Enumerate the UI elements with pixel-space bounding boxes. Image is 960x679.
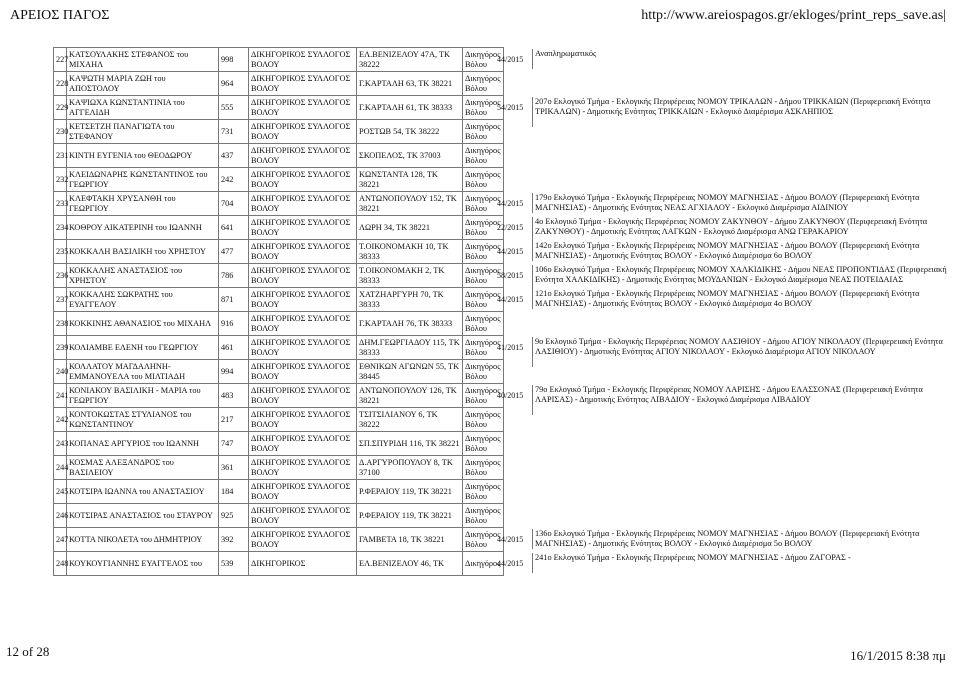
decision-date: 44/2015 xyxy=(497,559,524,568)
lawyer-name: ΚΟΚΚΑΛΗΣ ΣΩΚΡΑΤΗΣ του ΕΥΑΓΓΕΛΟΥ xyxy=(67,288,219,312)
address: ΓΑΜΒΕΤΑ 18, ΤΚ 38221 xyxy=(357,528,463,552)
decision-date: 44/2015 xyxy=(497,535,524,544)
table-row xyxy=(54,192,504,216)
profession: Δικηγόρος Βόλου xyxy=(463,504,504,528)
lawyer-name: ΚΟΥΚΟΥΓΙΑΝΝΗΣ ΕΥΑΓΓΕΛΟΣ του xyxy=(67,552,219,576)
registry-number: 994 xyxy=(219,360,249,384)
row-number: 241 xyxy=(54,384,67,408)
bar-association: ΔΙΚΗΓΟΡΙΚΟΣ ΣΥΛΛΟΓΟΣ ΒΟΛΟΥ xyxy=(249,480,357,504)
table-row xyxy=(54,528,504,552)
table-row xyxy=(54,48,504,72)
table-row xyxy=(54,168,504,192)
registry-number: 704 xyxy=(219,192,249,216)
polling-section-assignment: 241ο Εκλογικό Τμήμα - Εκλογικής Περιφέρειας ΝΟΜΟΥ ΜΑΓΝΗΣΙΑΣ - Δήμου ΖΑΓΟΡΑΣ - xyxy=(532,553,947,573)
decision-date: 41/2015 xyxy=(497,343,524,352)
profession: Δικηγόρος Βόλου xyxy=(463,312,504,336)
row-number: 248 xyxy=(54,552,67,576)
profession: Δικηγόρος Βόλου xyxy=(463,288,504,312)
row-number: 234 xyxy=(54,216,67,240)
address: ΑΝΤΩΝΟΠΟΥΛΟΥ 126, ΤΚ 38221 xyxy=(357,384,463,408)
registry-number: 483 xyxy=(219,384,249,408)
address: ΚΩΝΣΤΑΝΤΑ 128, ΤΚ 38221 xyxy=(357,168,463,192)
registry-number: 641 xyxy=(219,216,249,240)
bar-association: ΔΙΚΗΓΟΡΙΚΟΣ xyxy=(249,552,357,576)
address: Τ.ΟΙΚΟΝΟΜΑΚΗ 10, ΤΚ 38333 xyxy=(357,240,463,264)
profession: Δικηγόρος Βόλου xyxy=(463,360,504,384)
bar-association: ΔΙΚΗΓΟΡΙΚΟΣ ΣΥΛΛΟΓΟΣ ΒΟΛΟΥ xyxy=(249,432,357,456)
table-row xyxy=(54,336,504,360)
row-number: 243 xyxy=(54,432,67,456)
row-number: 231 xyxy=(54,144,67,168)
row-number: 233 xyxy=(54,192,67,216)
profession: Δικηγόρος xyxy=(463,552,504,576)
address: Δ.ΑΡΓΥΡΟΠΟΥΛΟΥ 8, ΤΚ 37100 xyxy=(357,456,463,480)
profession: Δικηγόρος Βόλου xyxy=(463,168,504,192)
profession: Δικηγόρος Βόλου xyxy=(463,336,504,360)
row-number: 242 xyxy=(54,408,67,432)
registry-number: 217 xyxy=(219,408,249,432)
table-row xyxy=(54,432,504,456)
bar-association: ΔΙΚΗΓΟΡΙΚΟΣ ΣΥΛΛΟΓΟΣ ΒΟΛΟΥ xyxy=(249,216,357,240)
profession: Δικηγόρος Βόλου xyxy=(463,264,504,288)
table-row xyxy=(54,96,504,120)
table-row xyxy=(54,408,504,432)
registry-table xyxy=(53,47,504,576)
lawyer-name: ΚΟΠΑΝΑΣ ΑΡΓΥΡΙΟΣ του ΙΩΑΝΝΗ xyxy=(67,432,219,456)
profession: Δικηγόρος Βόλου xyxy=(463,216,504,240)
polling-section-assignment: 106ο Εκλογικό Τμήμα - Εκλογικής Περιφέρειας ΝΟΜΟΥ ΧΑΛΚΙΔΙΚΗΣ - Δήμου ΝΕΑΣ ΠΡΟΠΟΝΤΙΔΑΣ (Περιφερειακή Ενότητα ΧΑΛΚΙΔΙΚΗΣ) - Δημοτικής Ενότητας ΜΟΥΔΑΝΙΩΝ - Εκλογικό Διαμέρισμα ΝΕΑΣ ΠΟΤΕΙΔΑΙΑΣ xyxy=(532,265,947,295)
registry-number: 871 xyxy=(219,288,249,312)
bar-association: ΔΙΚΗΓΟΡΙΚΟΣ ΣΥΛΛΟΓΟΣ ΒΟΛΟΥ xyxy=(249,48,357,72)
profession: Δικηγόρος Βόλου xyxy=(463,192,504,216)
table-row xyxy=(54,120,504,144)
address: Γ.ΚΑΡΤΑΛΗ 61, ΤΚ 38333 xyxy=(357,96,463,120)
registry-number: 477 xyxy=(219,240,249,264)
address: ΑΝΤΩΝΟΠΟΥΛΟΥ 152, ΤΚ 38221 xyxy=(357,192,463,216)
row-number: 229 xyxy=(54,96,67,120)
lawyer-name: ΚΛΕΙΔΩΝΑΡΗΣ ΚΩΝΣΤΑΝΤΙΝΟΣ του ΓΕΩΡΓΙΟΥ xyxy=(67,168,219,192)
polling-section-assignment: 142ο Εκλογικό Τμήμα - Εκλογικής Περιφέρειας ΝΟΜΟΥ ΜΑΓΝΗΣΙΑΣ - Δήμου ΒΟΛΟΥ (Περιφερειακή Ενότητα ΜΑΓΝΗΣΙΑΣ) - Δημοτικής Ενότητας ΒΟΛΟΥ - Εκλογικό Διαμέρισμα 6ο ΒΟΛΟΥ xyxy=(532,241,947,261)
lawyer-name: ΚΕΤΣΕΤΖΗ ΠΑΝΑΓΙΩΤΑ του ΣΤΕΦΑΝΟΥ xyxy=(67,120,219,144)
address: ΡΟΣΤΩΒ 54, ΤΚ 38222 xyxy=(357,120,463,144)
table-row xyxy=(54,240,504,264)
bar-association: ΔΙΚΗΓΟΡΙΚΟΣ ΣΥΛΛΟΓΟΣ ΒΟΛΟΥ xyxy=(249,120,357,144)
row-number: 236 xyxy=(54,264,67,288)
print-datetime: 16/1/2015 8:38 πμ xyxy=(850,648,946,663)
registry-number: 437 xyxy=(219,144,249,168)
address: ΧΑΤΖΗΑΡΓΥΡΗ 70, ΤΚ 38333 xyxy=(357,288,463,312)
address: ΣΠ.ΣΠΥΡΙΔΗ 116, ΤΚ 38221 xyxy=(357,432,463,456)
row-number: 228 xyxy=(54,72,67,96)
bar-association: ΔΙΚΗΓΟΡΙΚΟΣ ΣΥΛΛΟΓΟΣ ΒΟΛΟΥ xyxy=(249,96,357,120)
table-row xyxy=(54,144,504,168)
bar-association: ΔΙΚΗΓΟΡΙΚΟΣ ΣΥΛΛΟΓΟΣ ΒΟΛΟΥ xyxy=(249,264,357,288)
bar-association: ΔΙΚΗΓΟΡΙΚΟΣ ΣΥΛΛΟΓΟΣ ΒΟΛΟΥ xyxy=(249,384,357,408)
row-number: 244 xyxy=(54,456,67,480)
bar-association: ΔΙΚΗΓΟΡΙΚΟΣ ΣΥΛΛΟΓΟΣ ΒΟΛΟΥ xyxy=(249,528,357,552)
lawyer-name: ΚΟΤΣΙΡΑ ΙΩΑΝΝΑ του ΑΝΑΣΤΑΣΙΟΥ xyxy=(67,480,219,504)
decision-date: 44/2015 xyxy=(497,199,524,208)
lawyer-name: ΚΟΛΙΑΜΒΕ ΕΛΕΝΗ του ΓΕΩΡΓΙΟΥ xyxy=(67,336,219,360)
profession: Δικηγόρος Βόλου xyxy=(463,480,504,504)
profession: Δικηγόρος Βόλου xyxy=(463,240,504,264)
lawyer-name: ΚΟΚΚΑΛΗΣ ΑΝΑΣΤΑΣΙΟΣ του ΧΡΗΣΤΟΥ xyxy=(67,264,219,288)
bar-association: ΔΙΚΗΓΟΡΙΚΟΣ ΣΥΛΛΟΓΟΣ ΒΟΛΟΥ xyxy=(249,144,357,168)
table-row xyxy=(54,216,504,240)
polling-section-assignment: Αναπληρωματικός xyxy=(532,49,947,69)
profession: Δικηγόρος Βόλου xyxy=(463,432,504,456)
polling-section-assignment: 121ο Εκλογικό Τμήμα - Εκλογικής Περιφέρειας ΝΟΜΟΥ ΜΑΓΝΗΣΙΑΣ - Δήμου ΒΟΛΟΥ (Περιφερειακή Ενότητα ΜΑΓΝΗΣΙΑΣ) - Δημοτικής Ενότητας ΒΟΛΟΥ - Εκλογικό Διαμέρισμα 4ο ΒΟΛΟΥ xyxy=(532,289,947,309)
address: Ρ.ΦΕΡΑΙΟΥ 119, ΤΚ 38221 xyxy=(357,504,463,528)
registry-number: 392 xyxy=(219,528,249,552)
lawyer-name: ΚΟΘΡΟΥ ΑΙΚΑΤΕΡΙΝΗ του ΙΩΑΝΝΗ xyxy=(67,216,219,240)
address: ΕΛ.ΒΕΝΙΖΕΛΟΥ 46, ΤΚ xyxy=(357,552,463,576)
bar-association: ΔΙΚΗΓΟΡΙΚΟΣ ΣΥΛΛΟΓΟΣ ΒΟΛΟΥ xyxy=(249,288,357,312)
address: Γ.ΚΑΡΤΑΛΗ 63, ΤΚ 38221 xyxy=(357,72,463,96)
row-number: 237 xyxy=(54,288,67,312)
row-number: 240 xyxy=(54,360,67,384)
row-number: 245 xyxy=(54,480,67,504)
bar-association: ΔΙΚΗΓΟΡΙΚΟΣ ΣΥΛΛΟΓΟΣ ΒΟΛΟΥ xyxy=(249,408,357,432)
registry-number: 925 xyxy=(219,504,249,528)
polling-section-assignment: 179ο Εκλογικό Τμήμα - Εκλογικής Περιφέρειας ΝΟΜΟΥ ΜΑΓΝΗΣΙΑΣ - Δήμου ΒΟΛΟΥ (Περιφερειακή Ενότητα ΜΑΓΝΗΣΙΑΣ) - Δημοτικής Ενότητας ΝΕΑΣ ΑΓΧΙΑΛΟΥ - Εκλογικό Διαμέρισμα ΑΙΔΙΝΙΟΥ xyxy=(532,193,947,213)
table-row xyxy=(54,288,504,312)
lawyer-name: ΚΟΝΙΑΚΟΥ ΒΑΣΙΛΙΚΗ - ΜΑΡΙΑ του ΓΕΩΡΓΙΟΥ xyxy=(67,384,219,408)
table-row xyxy=(54,264,504,288)
table-row xyxy=(54,384,504,408)
page-header-url: http://www.areiospagos.gr/ekloges/print_reps_save.as| xyxy=(641,8,946,23)
address: ΕΛ.ΒΕΝΙΖΕΛΟΥ 47Α, ΤΚ 38222 xyxy=(357,48,463,72)
decision-date: 44/2015 xyxy=(497,247,524,256)
bar-association: ΔΙΚΗΓΟΡΙΚΟΣ ΣΥΛΛΟΓΟΣ ΒΟΛΟΥ xyxy=(249,336,357,360)
row-number: 227 xyxy=(54,48,67,72)
registry-number: 964 xyxy=(219,72,249,96)
profession: Δικηγόρος Βόλου xyxy=(463,48,504,72)
table-row xyxy=(54,456,504,480)
decision-date: 22/2015 xyxy=(497,223,524,232)
table-row xyxy=(54,552,504,576)
bar-association: ΔΙΚΗΓΟΡΙΚΟΣ ΣΥΛΛΟΓΟΣ ΒΟΛΟΥ xyxy=(249,456,357,480)
table-row xyxy=(54,480,504,504)
registry-number: 361 xyxy=(219,456,249,480)
lawyer-name: ΚΟΝΤΟΚΩΣΤΑΣ ΣΤΥΛΙΑΝΟΣ του ΚΩΝΣΤΑΝΤΙΝΟΥ xyxy=(67,408,219,432)
address: Γ.ΚΑΡΤΑΛΗ 76, ΤΚ 38333 xyxy=(357,312,463,336)
page-counter: 12 of 28 xyxy=(6,644,50,659)
lawyer-name: ΚΟΤΣΙΡΑΣ ΑΝΑΣΤΑΣΙΟΣ του ΣΤΑΥΡΟΥ xyxy=(67,504,219,528)
profession: Δικηγόρος Βόλου xyxy=(463,528,504,552)
lawyer-name: ΚΑΨΙΩΧΑ ΚΩΝΣΤΑΝΤΙΝΙΑ του ΑΓΓΕΛΙΔΗ xyxy=(67,96,219,120)
bar-association: ΔΙΚΗΓΟΡΙΚΟΣ ΣΥΛΛΟΓΟΣ ΒΟΛΟΥ xyxy=(249,168,357,192)
table-row xyxy=(54,504,504,528)
row-number: 232 xyxy=(54,168,67,192)
registry-number: 539 xyxy=(219,552,249,576)
registry-number: 555 xyxy=(219,96,249,120)
registry-number: 461 xyxy=(219,336,249,360)
address: Ρ.ΦΕΡΑΙΟΥ 119, ΤΚ 38221 xyxy=(357,480,463,504)
bar-association: ΔΙΚΗΓΟΡΙΚΟΣ ΣΥΛΛΟΓΟΣ ΒΟΛΟΥ xyxy=(249,192,357,216)
decision-date: 44/2015 xyxy=(497,55,524,64)
lawyer-name: ΚΟΛΛΑΤΟΥ ΜΑΓΔΑΛΗΝΗ-ΕΜΜΑΝΟΥΕΛΑ του ΜΙΛΤΙΑΔΗ xyxy=(67,360,219,384)
lawyer-name: ΚΙΝΤΗ ΕΥΓΕΝΙΑ του ΘΕΟΔΩΡΟΥ xyxy=(67,144,219,168)
address: ΕΘΝΙΚΩΝ ΑΓΩΝΩΝ 55, ΤΚ 38445 xyxy=(357,360,463,384)
registry-number: 184 xyxy=(219,480,249,504)
polling-section-assignment: 4ο Εκλογικό Τμήμα - Εκλογικής Περιφέρειας ΝΟΜΟΥ ΖΑΚΥΝΘΟΥ - Δήμου ΖΑΚΥΝΘΟΥ (Περιφερειακή Ενότητα ΖΑΚΥΝΘΟΥ) - Δημοτικής Ενότητας ΛΑΓΚΩΝ - Εκλογικό Διαμέρισμα ΑΝΩ ΓΕΡΑΚΑΡΙΟΥ xyxy=(532,217,947,247)
row-number: 230 xyxy=(54,120,67,144)
lawyer-name: ΚΑΤΣΟΥΛΑΚΗΣ ΣΤΕΦΑΝΟΣ του ΜΙΧΑΗΛ xyxy=(67,48,219,72)
lawyer-name: ΚΑΨΩΤΗ ΜΑΡΙΑ ΖΩΗ του ΑΠΟΣΤΟΛΟΥ xyxy=(67,72,219,96)
lawyer-name: ΚΟΣΜΑΣ ΑΛΕΞΑΝΔΡΟΣ του ΒΑΣΙΛΕΙΟΥ xyxy=(67,456,219,480)
polling-section-assignment: 136ο Εκλογικό Τμήμα - Εκλογικής Περιφέρειας ΝΟΜΟΥ ΜΑΓΝΗΣΙΑΣ - Δήμου ΒΟΛΟΥ (Περιφερειακή Ενότητα ΜΑΓΝΗΣΙΑΣ) - Δημοτικής Ενότητας ΒΟΛΟΥ - Εκλογικό Διαμέρισμα 5ο ΒΟΛΟΥ xyxy=(532,529,947,549)
profession: Δικηγόρος Βόλου xyxy=(463,144,504,168)
decision-date: 58/2015 xyxy=(497,271,524,280)
bar-association: ΔΙΚΗΓΟΡΙΚΟΣ ΣΥΛΛΟΓΟΣ ΒΟΛΟΥ xyxy=(249,504,357,528)
row-number: 235 xyxy=(54,240,67,264)
profession: Δικηγόρος Βόλου xyxy=(463,120,504,144)
bar-association: ΔΙΚΗΓΟΡΙΚΟΣ ΣΥΛΛΟΓΟΣ ΒΟΛΟΥ xyxy=(249,312,357,336)
bar-association: ΔΙΚΗΓΟΡΙΚΟΣ ΣΥΛΛΟΓΟΣ ΒΟΛΟΥ xyxy=(249,360,357,384)
registry-number: 747 xyxy=(219,432,249,456)
registry-number: 998 xyxy=(219,48,249,72)
row-number: 239 xyxy=(54,336,67,360)
lawyer-name: ΚΟΚΚΑΛΗ ΒΑΣΙΛΙΚΗ του ΧΡΗΣΤΟΥ xyxy=(67,240,219,264)
decision-date: 44/2015 xyxy=(497,295,524,304)
address: ΣΚΟΠΕΛΟΣ, ΤΚ 37003 xyxy=(357,144,463,168)
table-row xyxy=(54,360,504,384)
row-number: 238 xyxy=(54,312,67,336)
registry-number: 916 xyxy=(219,312,249,336)
profession: Δικηγόρος Βόλου xyxy=(463,96,504,120)
address: ΔΗΜ.ΓΕΩΡΓΙΑΔΟΥ 115, ΤΚ 38333 xyxy=(357,336,463,360)
decision-date: 54/2015 xyxy=(497,103,524,112)
polling-section-assignment: 207ο Εκλογικό Τμήμα - Εκλογικής Περιφέρειας ΝΟΜΟΥ ΤΡΙΚΑΛΩΝ - Δήμου ΤΡΙΚΚΑΙΩΝ (Περιφερειακή Ενότητα ΤΡΙΚΑΛΩΝ) - Δημοτικής Ενότητας ΤΡΙΚΚΑΙΩΝ - Εκλογικό Διαμέρισμα ΑΣΚΛΗΠΙΟΣ xyxy=(532,97,947,127)
profession: Δικηγόρος Βόλου xyxy=(463,456,504,480)
address: ΤΣΙΤΣΙΛΙΑΝΟΥ 6, ΤΚ 38222 xyxy=(357,408,463,432)
address: ΛΩΡΗ 34, ΤΚ 38221 xyxy=(357,216,463,240)
lawyer-name: ΚΟΚΚΙΝΗΣ ΑΘΑΝΑΣΙΟΣ του ΜΙΧΑΗΛ xyxy=(67,312,219,336)
polling-section-assignment: 9ο Εκλογικό Τμήμα - Εκλογικής Περιφέρειας ΝΟΜΟΥ ΛΑΣΙΘΙΟΥ - Δήμου ΑΓΙΟΥ ΝΙΚΟΛΑΟΥ (Περιφερειακή Ενότητα ΛΑΣΙΘΙΟΥ) - Δημοτικής Ενότητας ΑΓΙΟΥ ΝΙΚΟΛΑΟΥ - Εκλογικό Διαμέρισμα ΑΓΙΟΥ ΝΙΚΟΛΑΟΥ xyxy=(532,337,947,367)
registry-number: 731 xyxy=(219,120,249,144)
decision-date: 40/2015 xyxy=(497,391,524,400)
table-row xyxy=(54,72,504,96)
bar-association: ΔΙΚΗΓΟΡΙΚΟΣ ΣΥΛΛΟΓΟΣ ΒΟΛΟΥ xyxy=(249,240,357,264)
bar-association: ΔΙΚΗΓΟΡΙΚΟΣ ΣΥΛΛΟΓΟΣ ΒΟΛΟΥ xyxy=(249,72,357,96)
lawyer-name: ΚΛΕΦΤΑΚΗ ΧΡΥΣΑΝΘΗ του ΓΕΩΡΓΙΟΥ xyxy=(67,192,219,216)
address: Τ.ΟΙΚΟΝΟΜΑΚΗ 2, ΤΚ 38333 xyxy=(357,264,463,288)
registry-number: 786 xyxy=(219,264,249,288)
profession: Δικηγόρος Βόλου xyxy=(463,72,504,96)
registry-number: 242 xyxy=(219,168,249,192)
profession: Δικηγόρος Βόλου xyxy=(463,408,504,432)
lawyer-name: ΚΟΤΤΑ ΝΙΚΟΛΕΤΑ του ΔΗΜΗΤΡΙΟΥ xyxy=(67,528,219,552)
table-row xyxy=(54,312,504,336)
row-number: 246 xyxy=(54,504,67,528)
page-header-title: ΑΡΕΙΟΣ ΠΑΓΟΣ xyxy=(10,8,110,23)
polling-section-assignment: 79ο Εκλογικό Τμήμα - Εκλογικής Περιφέρειας ΝΟΜΟΥ ΛΑΡΙΣΗΣ - Δήμου ΕΛΑΣΣΟΝΑΣ (Περιφερειακή Ενότητα ΛΑΡΙΣΑΣ) - Δημοτικής Ενότητας ΛΙΒΑΔΙΟΥ - Εκλογικό Διαμέρισμα ΛΙΒΑΔΙΟΥ xyxy=(532,385,947,415)
profession: Δικηγόρος Βόλου xyxy=(463,384,504,408)
row-number: 247 xyxy=(54,528,67,552)
